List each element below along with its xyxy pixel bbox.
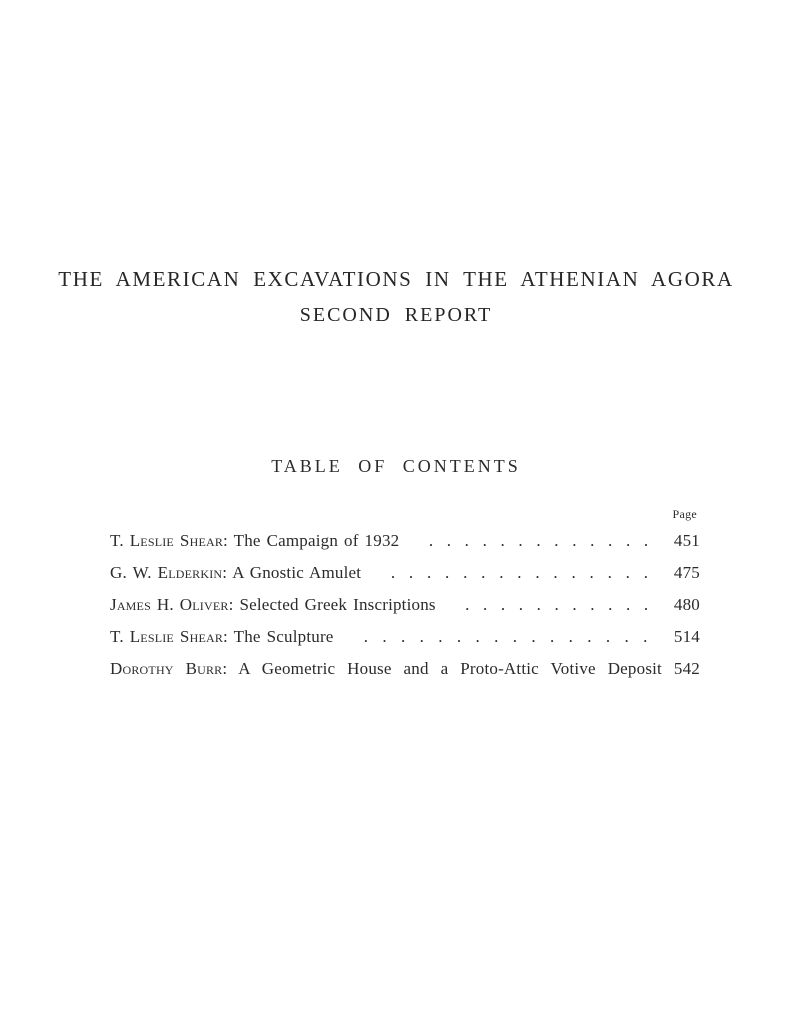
toc-entry-page-number: 475 (673, 563, 700, 582)
leader-dot: . (643, 564, 649, 581)
leader-dot: . (590, 596, 595, 613)
leader-dot: . (382, 628, 387, 645)
leader-dot: . (481, 564, 486, 581)
leader-dot: . (512, 628, 518, 645)
leader-dot: . (624, 628, 629, 645)
toc-entry-text (110, 627, 334, 647)
leader-dot: . (608, 596, 613, 613)
toc-entry-author: G. W. Elderkin: (110, 563, 228, 582)
leader-dot: . (554, 596, 559, 613)
toc-page-column-label: Page (672, 507, 697, 521)
report-title: THE AMERICAN EXCAVATIONS IN THE ATHENIAN AGORA (58, 267, 734, 291)
toc-entry-page-number: 514 (673, 627, 700, 646)
leader-dot: . (643, 628, 648, 645)
leader-dot: . (446, 532, 452, 549)
leader-dot: . (625, 532, 631, 549)
toc-list (110, 531, 700, 691)
toc-entry-page-number: 542 (673, 659, 700, 678)
toc-entry (110, 659, 700, 679)
toc-entry-text (110, 531, 399, 551)
leader-dot: . (518, 596, 524, 613)
leader-dot: . (605, 628, 611, 645)
toc-entry-title: Selected Greek Inscriptions (239, 595, 436, 614)
leader-dot: . (553, 564, 558, 581)
leader-dot: . (571, 564, 576, 581)
leader-dot: . (400, 628, 406, 645)
leader-dot: . (643, 532, 649, 549)
dot-leader (415, 532, 662, 549)
leader-dot: . (531, 628, 536, 645)
toc-entry (110, 531, 700, 551)
leader-dot: . (456, 628, 462, 645)
leader-dot: . (626, 596, 631, 613)
toc-entry-title: The Campaign of 1932 (233, 531, 400, 550)
leader-dot: . (426, 564, 432, 581)
leader-dot: . (408, 564, 414, 581)
toc-entry-author: Dorothy Burr: (110, 659, 228, 678)
leader-dot: . (589, 564, 594, 581)
toc-heading: TABLE OF CONTENTS (271, 456, 521, 476)
report-subtitle: SECOND REPORT (299, 304, 493, 326)
leader-dot: . (549, 628, 555, 645)
toc-entry-page-number: 451 (673, 531, 700, 550)
leader-dot: . (587, 628, 592, 645)
leader-dot: . (483, 596, 488, 613)
toc-entry-text (110, 659, 662, 678)
leader-dot: . (499, 564, 504, 581)
leader-dot: . (464, 532, 470, 549)
toc-entry-text (110, 595, 436, 615)
leader-dot: . (494, 628, 499, 645)
leader-dot: . (568, 628, 574, 645)
leader-dot: . (363, 628, 369, 645)
leader-dot: . (572, 532, 577, 549)
leader-dot: . (643, 596, 649, 613)
toc-entry-title: A Gnostic Amulet (232, 563, 362, 582)
toc-entry-text (110, 563, 361, 583)
toc-entry (110, 627, 700, 647)
toc-entry-title: The Sculpture (233, 627, 334, 646)
leader-dot: . (465, 596, 470, 613)
leader-dot: . (517, 564, 522, 581)
leader-dot: . (482, 532, 488, 549)
toc-entry-author: T. Leslie Shear: (110, 531, 228, 550)
leader-dot: . (500, 596, 506, 613)
leader-dot: . (590, 532, 595, 549)
leader-dot: . (536, 532, 541, 549)
leader-dot: . (475, 628, 480, 645)
toc-entry (110, 563, 700, 583)
toc-entry-author: T. Leslie Shear: (110, 627, 228, 646)
dot-leader (350, 628, 662, 645)
leader-dot: . (554, 532, 559, 549)
leader-dot: . (518, 532, 523, 549)
leader-dot: . (419, 628, 425, 645)
leader-dot: . (625, 564, 631, 581)
leader-dot: . (608, 532, 613, 549)
leader-dot: . (572, 596, 577, 613)
leader-dot: . (390, 564, 396, 581)
toc-entry (110, 595, 700, 615)
toc-entry-author: James H. Oliver: (110, 595, 234, 614)
dot-leader (452, 596, 662, 613)
leader-dot: . (500, 532, 505, 549)
leader-dot: . (536, 596, 542, 613)
leader-dot: . (535, 564, 540, 581)
leader-dot: . (607, 564, 613, 581)
leader-dot: . (463, 564, 468, 581)
toc-entry-title: A Geometric House and a Proto-Attic Votive Deposit (238, 659, 662, 678)
toc-entry-page-number: 480 (673, 595, 700, 614)
leader-dot: . (438, 628, 443, 645)
leader-dot: . (428, 532, 434, 549)
leader-dot: . (445, 564, 450, 581)
dot-leader (377, 564, 662, 581)
